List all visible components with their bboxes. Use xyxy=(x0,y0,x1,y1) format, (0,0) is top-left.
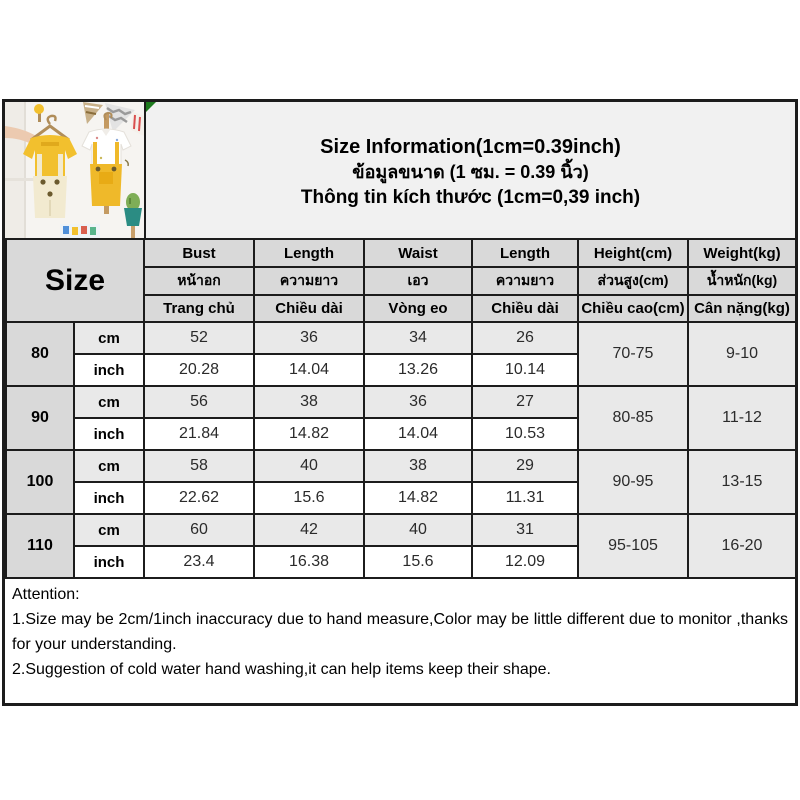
size-label-110: 110 xyxy=(6,514,74,578)
cell-80-cm-bust: 52 xyxy=(144,322,254,354)
header-th-waist: เอว xyxy=(364,267,472,295)
cell-100-cm-waist: 38 xyxy=(364,450,472,482)
unit-inch-label: inch xyxy=(74,418,144,450)
cell-80-cm-waist: 34 xyxy=(364,322,472,354)
cell-110-cm-bust: 60 xyxy=(144,514,254,546)
size-label-90: 90 xyxy=(6,386,74,450)
cell-80-cm-length1: 36 xyxy=(254,322,364,354)
header-vn-weight: Cân nặng(kg) xyxy=(688,295,796,322)
header-en-waist: Waist xyxy=(364,239,472,267)
header-th-bust: หน้าอก xyxy=(144,267,254,295)
cell-90-cm-length1: 38 xyxy=(254,386,364,418)
size-table xyxy=(5,238,797,579)
cell-80-in-waist: 13.26 xyxy=(364,354,472,386)
title-english: Size Information(1cm=0.39inch) xyxy=(320,135,621,158)
cell-80-in-bust: 20.28 xyxy=(144,354,254,386)
corner-flag-icon xyxy=(146,102,156,112)
unit-cm-label: cm xyxy=(74,322,144,354)
header-th-length2: ความยาว xyxy=(472,267,578,295)
header-en-weight: Weight(kg) xyxy=(688,239,796,267)
top-section xyxy=(5,102,795,238)
cell-110-in-waist: 15.6 xyxy=(364,546,472,578)
size-header-cell: Size xyxy=(6,239,144,322)
cell-110-height: 95-105 xyxy=(578,514,688,578)
header-vn-length1: Chiều dài xyxy=(254,295,364,322)
cell-100-in-length2: 11.31 xyxy=(472,482,578,514)
cell-90-cm-waist: 36 xyxy=(364,386,472,418)
title-thai: ข้อมูลขนาด (1 ซม. = 0.39 นิ้ว) xyxy=(352,161,589,182)
title-vietnamese: Thông tin kích thước (1cm=0,39 inch) xyxy=(300,186,641,208)
size-label-100: 100 xyxy=(6,450,74,514)
header-en-bust: Bust xyxy=(144,239,254,267)
cell-80-in-length2: 10.14 xyxy=(472,354,578,386)
size-chart-sheet xyxy=(2,99,798,706)
cell-90-in-bust: 21.84 xyxy=(144,418,254,450)
header-en-length1: Length xyxy=(254,239,364,267)
cell-100-in-bust: 22.62 xyxy=(144,482,254,514)
unit-inch-label: inch xyxy=(74,482,144,514)
cell-80-cm-length2: 26 xyxy=(472,322,578,354)
unit-cm-label: cm xyxy=(74,386,144,418)
header-th-height: ส่วนสูง(cm) xyxy=(578,267,688,295)
cell-110-in-length1: 16.38 xyxy=(254,546,364,578)
cell-90-in-length2: 10.53 xyxy=(472,418,578,450)
header-vn-length2: Chiều dài xyxy=(472,295,578,322)
header-th-length1: ความยาว xyxy=(254,267,364,295)
unit-cm-label: cm xyxy=(74,450,144,482)
header-en-height: Height(cm) xyxy=(578,239,688,267)
header-vn-waist: Vòng eo xyxy=(364,295,472,322)
cell-90-cm-length2: 27 xyxy=(472,386,578,418)
header-en-length2: Length xyxy=(472,239,578,267)
cell-100-cm-length2: 29 xyxy=(472,450,578,482)
attention-note-1: 1.Size may be 2cm/1inch inaccuracy due to hand measure,Color may be little different due to monitor ,thanks for your understanding. xyxy=(12,611,788,653)
attention-notes xyxy=(5,579,795,703)
cell-110-in-length2: 12.09 xyxy=(472,546,578,578)
cell-90-height: 80-85 xyxy=(578,386,688,450)
unit-cm-label: cm xyxy=(74,514,144,546)
unit-inch-label: inch xyxy=(74,546,144,578)
header-th-weight: น้ำหนัก(kg) xyxy=(688,267,796,295)
cell-100-cm-bust: 58 xyxy=(144,450,254,482)
cell-80-in-length1: 14.04 xyxy=(254,354,364,386)
cell-100-in-length1: 15.6 xyxy=(254,482,364,514)
attention-heading: Attention: xyxy=(12,586,80,603)
cell-110-cm-waist: 40 xyxy=(364,514,472,546)
unit-inch-label: inch xyxy=(74,354,144,386)
header-vn-bust: Trang chủ xyxy=(144,295,254,322)
title-block xyxy=(146,102,795,238)
cell-90-in-waist: 14.04 xyxy=(364,418,472,450)
cell-80-weight: 9-10 xyxy=(688,322,796,386)
cell-100-height: 90-95 xyxy=(578,450,688,514)
cell-90-in-length1: 14.82 xyxy=(254,418,364,450)
cell-100-cm-length1: 40 xyxy=(254,450,364,482)
product-photo-illustration xyxy=(5,102,144,238)
cell-80-height: 70-75 xyxy=(578,322,688,386)
header-vn-height: Chiều cao(cm) xyxy=(578,295,688,322)
cell-110-in-bust: 23.4 xyxy=(144,546,254,578)
cell-90-cm-bust: 56 xyxy=(144,386,254,418)
cell-90-weight: 11-12 xyxy=(688,386,796,450)
attention-note-2: 2.Suggestion of cold water hand washing,it can help items keep their shape. xyxy=(12,661,551,678)
cell-110-cm-length1: 42 xyxy=(254,514,364,546)
cell-100-weight: 13-15 xyxy=(688,450,796,514)
cell-110-weight: 16-20 xyxy=(688,514,796,578)
product-photo xyxy=(5,102,146,238)
size-label-80: 80 xyxy=(6,322,74,386)
cell-100-in-waist: 14.82 xyxy=(364,482,472,514)
cell-110-cm-length2: 31 xyxy=(472,514,578,546)
